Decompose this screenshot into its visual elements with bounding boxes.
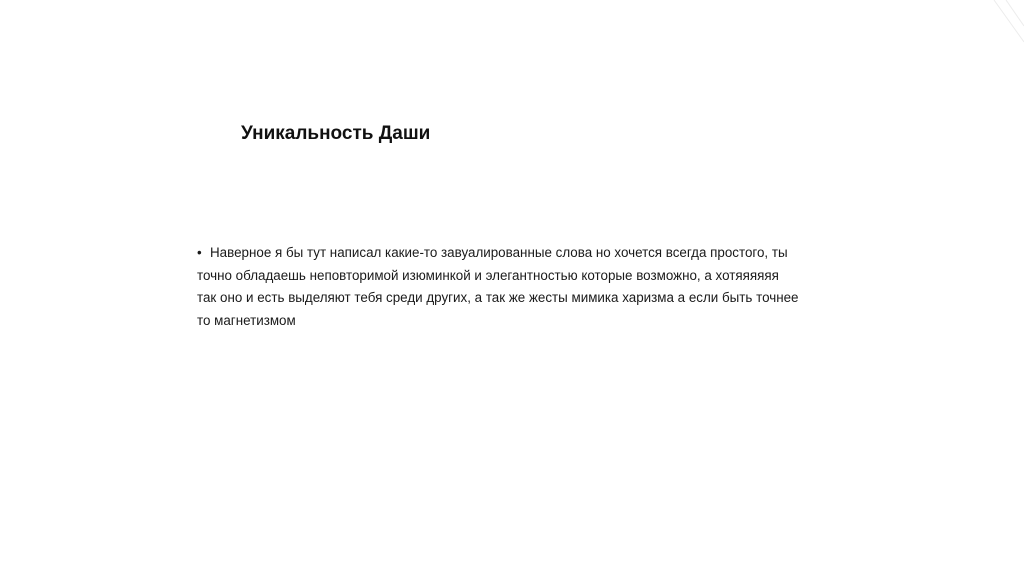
bullet-line-2: точно обладаешь неповторимой изюминкой и элегантностью которые возможно, а хотяяяяяя bbox=[197, 267, 779, 283]
bullet-text-line-1: Наверное я бы тут написал какие-то завуалированные слова но хочется всегда простого, ты bbox=[210, 245, 788, 260]
bullet-list bbox=[197, 242, 837, 332]
corner-decoration bbox=[984, 0, 1024, 574]
bullet-item bbox=[197, 242, 837, 332]
bullet-marker: • bbox=[197, 245, 202, 260]
slide-title: Уникальность Даши bbox=[241, 123, 431, 144]
bullet-line-4: то магнетизмом bbox=[197, 312, 296, 328]
bullet-line-3: так оно и есть выделяют тебя среди других, а так же жесты мимика харизма а если быть точнее bbox=[197, 290, 799, 305]
bullet-line-1 bbox=[197, 242, 837, 265]
